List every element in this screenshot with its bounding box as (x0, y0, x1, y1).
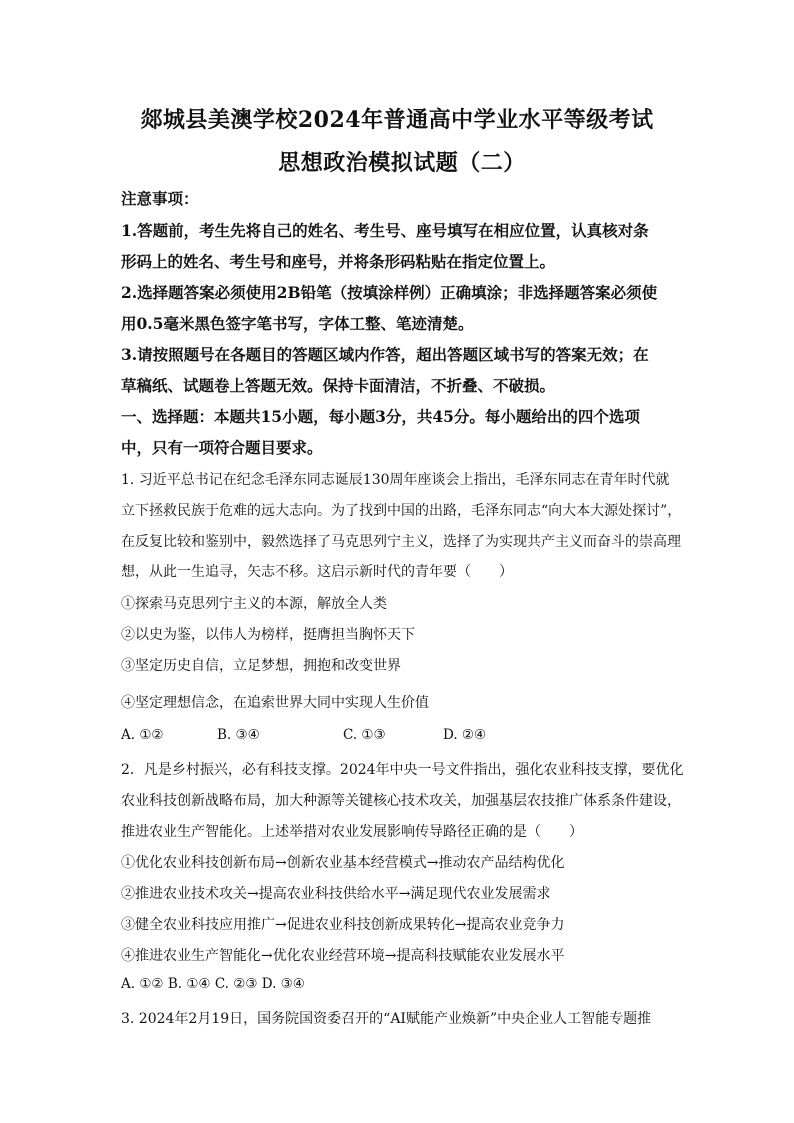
question-1-item: ④坚定理想信念，在追索世界大同中实现人生价值 (121, 695, 429, 711)
option-d: D. ②④ (443, 727, 487, 743)
question-2-stem: 2．凡是乡村振兴，必有科技支撑。2024年中央一号文件指出，强化农业科技支撑，要优化 (121, 762, 684, 778)
notes-line: 2.选择题答案必须使用2B铅笔（按填涂样例）正确填涂；非选择题答案必须使 (121, 283, 658, 302)
question-3-stem: 3. 2024年2月19日，国务院国资委召开的“AI赋能产业焕新”中央企业人工智能专题推 (121, 1011, 652, 1027)
option-b: B. ③④ (217, 727, 260, 743)
notes-heading: 注意事项： (121, 189, 199, 208)
question-1-item: ②以史为鉴，以伟人为榜样，挺膺担当胸怀天下 (121, 627, 415, 643)
notes-line: 形码上的姓名、考生号和座号，并将条形码粘贴在指定位置上。 (121, 252, 556, 271)
question-1-stem: 1. 习近平总书记在纪念毛泽东同志诞辰130周年座谈会上指出，毛泽东同志在青年时代就 (121, 472, 670, 488)
exam-title: 郯城县美澳学校2024年普通高中学业水平等级考试 (140, 107, 654, 133)
notes-line: 用0.5毫米黑色签字笔书写，字体工整、笔迹清楚。 (121, 314, 474, 333)
option-c: C. ①③ (343, 727, 386, 743)
question-1-stem: 立下拯救民族于危难的远大志向。为了找到中国的出路，毛泽东同志“向大本大源处探讨”， (121, 503, 682, 519)
question-1-options (121, 727, 486, 743)
notes-line: 草稿纸、试题卷上答题无效。保持卡面清洁，不折叠、不破损。 (121, 376, 556, 395)
question-2-options: A. ①② B. ①④ C. ②③ D. ③④ (121, 976, 305, 992)
section-heading: 一、选择题：本题共15小题，每小题3分，共45分。每小题给出的四个选项 (121, 407, 640, 426)
question-1-stem: 想，从此一生追寻，矢志不移。这启示新时代的青年要（ ） (121, 564, 513, 580)
question-1-stem: 在反复比较和鉴别中，毅然选择了马克思列宁主义，选择了为实现共产主义而奋斗的崇高理 (121, 534, 681, 550)
question-2-item: ③健全农业科技应用推广→促进农业科技创新成果转化→提高农业竞争力 (121, 917, 565, 933)
notes-line: 1.答题前，考生先将自己的姓名、考生号、座号填写在相应位置，认真核对条 (121, 221, 649, 240)
question-2-item: ④推进农业生产智能化→优化农业经营环境→提高科技赋能农业发展水平 (121, 948, 565, 964)
question-2-stem: 推进农业生产智能化。上述举措对农业发展影响传导路径正确的是（ ） (121, 824, 583, 840)
question-1-item: ①探索马克思列宁主义的本源，解放全人类 (121, 596, 387, 612)
question-2-stem: 农业科技创新战略布局，加大种源等关键核心技术攻关，加强基层农技推广体系条件建设， (121, 793, 681, 809)
question-1-item: ③坚定历史自信，立足梦想，拥抱和改变世界 (121, 658, 401, 674)
question-2-item: ①优化农业科技创新布局→创新农业基本经营模式→推动农产品结构优化 (121, 855, 565, 871)
notes-line: 3.请按照题号在各题目的答题区域内作答，超出答题区域书写的答案无效；在 (121, 345, 649, 364)
exam-subtitle: 思想政治模拟试题（二） (278, 150, 526, 176)
question-2-item: ②推进农业技术攻关→提高农业科技供给水平→满足现代农业发展需求 (121, 886, 551, 902)
option-a: A. ①② (121, 727, 164, 743)
section-heading: 中，只有一项符合题目要求。 (121, 438, 323, 457)
